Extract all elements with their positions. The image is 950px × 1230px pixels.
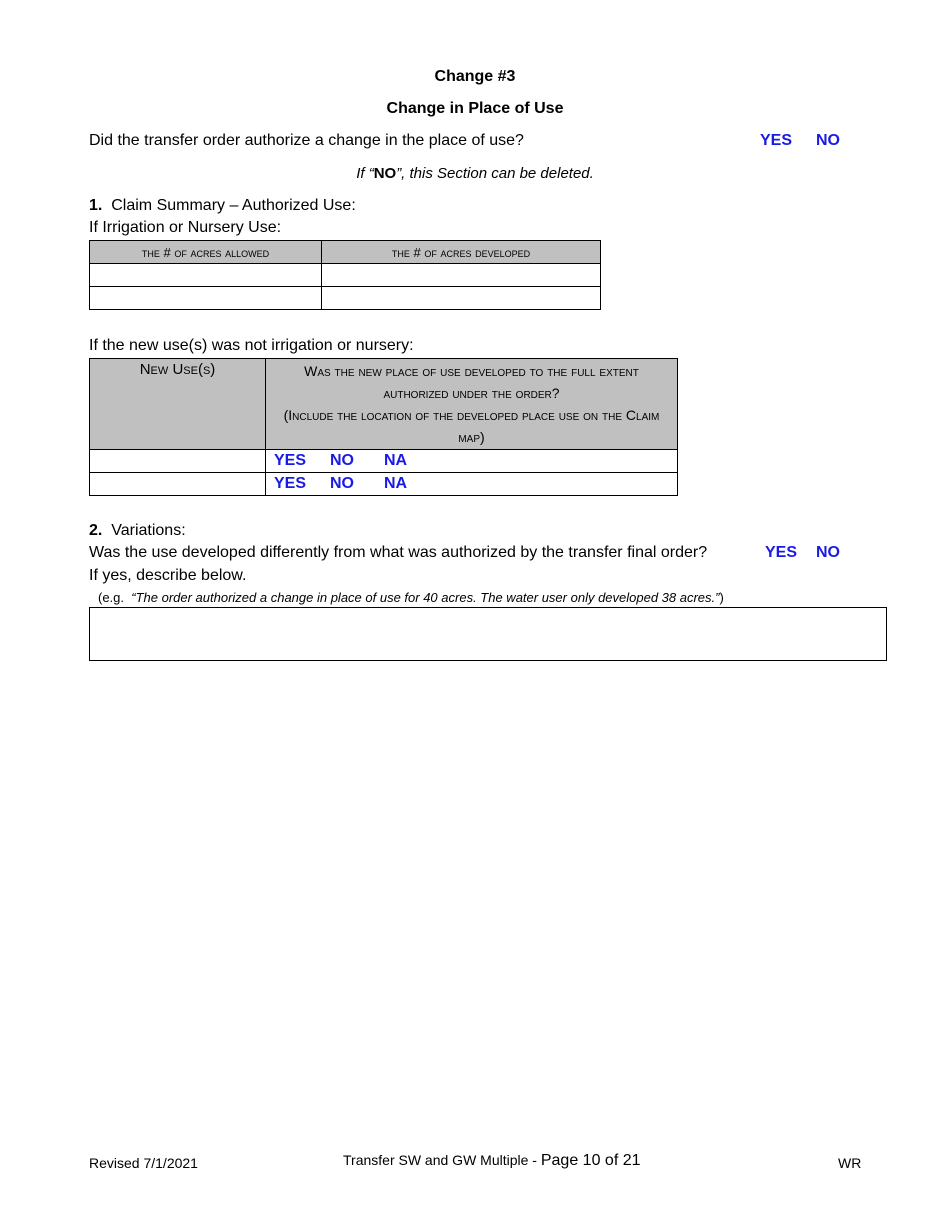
variation-question-line (89, 544, 707, 562)
section2-title: Variations: (111, 522, 186, 539)
describe-label: If yes, describe below. (89, 567, 247, 584)
section1-title: Claim Summary – Authorized Use: (111, 197, 356, 214)
developed-na-option[interactable]: NA (384, 475, 408, 492)
footer-revised: Revised 7/1/2021 (89, 1155, 198, 1171)
variation-description-box[interactable] (89, 607, 887, 661)
new-use-header: New Use(s) (90, 359, 266, 450)
variation-question: Was the use developed differently from what was authorized by the transfer final order? (89, 544, 708, 561)
example-note (98, 590, 724, 605)
delete-note-bold: NO (373, 165, 397, 182)
developed-no-option[interactable]: NO (330, 475, 354, 492)
new-use-table (89, 358, 678, 496)
place-of-use-no-option[interactable]: NO (816, 132, 840, 149)
table-row (90, 287, 601, 310)
footer-page-number: Page 10 of 21 (540, 1152, 641, 1169)
example-prefix: (e.g. (98, 590, 125, 605)
developed-yes-option[interactable]: YES (274, 475, 307, 492)
developed-extent-header (266, 359, 678, 450)
developed-options-cell (266, 450, 678, 473)
new-use-cell[interactable] (90, 473, 266, 496)
footer-doc (343, 1152, 641, 1170)
acres-allowed-cell[interactable] (90, 287, 322, 310)
irrigation-label: If Irrigation or Nursery Use: (89, 219, 282, 236)
place-of-use-question: Did the transfer order authorize a change in the place of use? (89, 132, 524, 149)
change-number: Change #3 (434, 68, 516, 85)
acres-developed-cell[interactable] (322, 264, 601, 287)
variation-yes-option[interactable]: YES (765, 544, 798, 561)
developed-no-option[interactable]: NO (330, 452, 354, 469)
acres-allowed-header: the # of acres allowed (90, 241, 322, 264)
delete-note-prefix: If “ (356, 165, 374, 182)
section2-heading (89, 522, 186, 540)
developed-extent-header-line1: Was the new place of use developed to the full extent authorized under the order? (304, 363, 639, 401)
developed-extent-header-line2: (Include the location of the developed place use on the Claim map) (283, 407, 660, 445)
table-row (90, 473, 678, 496)
developed-na-option[interactable]: NA (384, 452, 408, 469)
acres-developed-cell[interactable] (322, 287, 601, 310)
place-of-use-yes-option[interactable]: YES (760, 132, 793, 149)
section2-number: 2. (89, 522, 103, 539)
acres-developed-header: the # of acres developed (322, 241, 601, 264)
acres-table (89, 240, 601, 310)
non-irrigation-label: If the new use(s) was not irrigation or nursery: (89, 337, 414, 354)
table-row (90, 264, 601, 287)
footer-code: WR (838, 1155, 862, 1171)
acres-allowed-cell[interactable] (90, 264, 322, 287)
example-text: “The order authorized a change in place of use for 40 acres. The water user only developed 38 acres.” (131, 590, 720, 605)
section1-heading (89, 197, 356, 215)
new-use-cell[interactable] (90, 450, 266, 473)
delete-note (0, 165, 950, 182)
example-suffix: ) (719, 590, 724, 605)
variation-no-option[interactable]: NO (816, 544, 840, 561)
developed-options-cell (266, 473, 678, 496)
developed-yes-option[interactable]: YES (274, 452, 307, 469)
section-title: Change in Place of Use (386, 100, 564, 117)
section1-number: 1. (89, 197, 103, 214)
delete-note-suffix: ”, this Section can be deleted. (396, 165, 594, 182)
table-row (90, 450, 678, 473)
footer-doc-name: Transfer SW and GW Multiple - (343, 1152, 541, 1168)
